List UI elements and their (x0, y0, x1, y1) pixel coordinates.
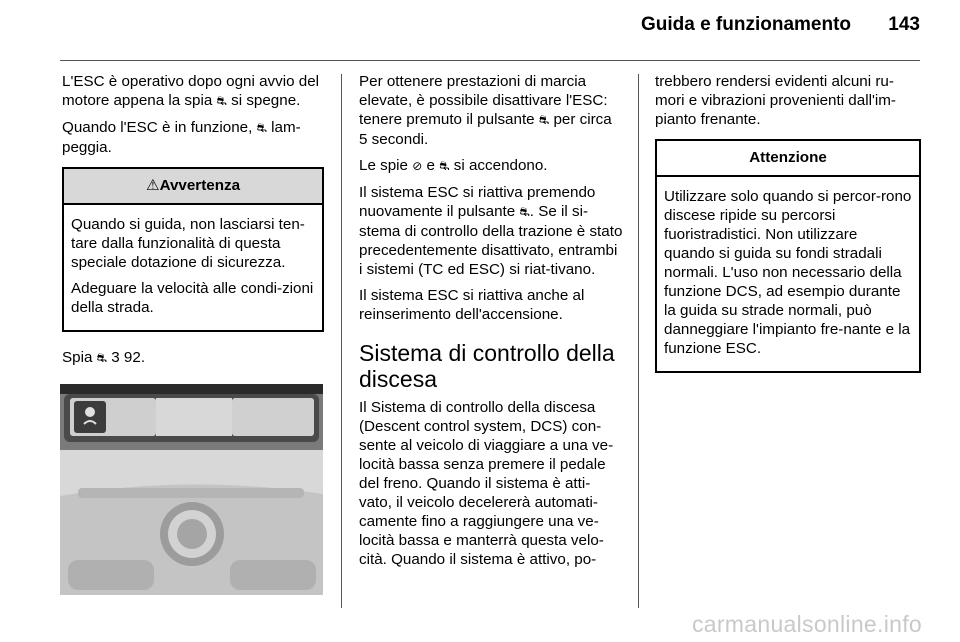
column-1 (62, 72, 324, 401)
dcs-button-icon: ⛐ (538, 113, 550, 127)
paragraph: trebbero rendersi evidenti alcuni ru-mori e vibrazioni provenienti dall'im-pianto frenante. (655, 73, 896, 128)
caution-title: Attenzione (657, 141, 919, 177)
page-number: 143 (888, 14, 920, 35)
header-divider (60, 60, 920, 61)
dcs-button-icon: ⛐ (519, 205, 530, 219)
warning-box (62, 167, 324, 332)
column-3 (655, 72, 921, 389)
section-title: Guida e funzionamento (640, 14, 852, 35)
esc-icon: ⛐ (216, 94, 227, 108)
paragraph: Per ottenere prestazioni di marcia elevate, è possibile disattivare l'ESC: tenere premuto il pulsante ⛐ per circa 5 secondi. (359, 73, 612, 148)
caution-box (655, 139, 921, 373)
cross-reference: Spia ⛐ 3 92. (62, 349, 146, 366)
section-heading: Sistema di controllo della discesa (359, 340, 615, 392)
column-divider-2 (638, 74, 639, 608)
paragraph: Il sistema ESC si riattiva premendo nuovamente il pulsante ⛐. Se il si-stema di controllo della trazione è stato precedentemente disattivato, entrambi i sistemi (TC ed ESC) si riat-tivano. (359, 184, 623, 278)
paragraph: Il sistema ESC si riattiva anche al reinserimento dell'accensione. (359, 287, 585, 323)
dashboard-button-photo (60, 384, 323, 595)
paragraph: Quando l'ESC è in funzione, ⛐ lam-peggia. (62, 119, 301, 156)
warning-text: Adeguare la velocità alle condi-zioni della strada. (71, 280, 314, 316)
page-header (641, 14, 920, 36)
column-divider-1 (341, 74, 342, 608)
esc-icon: ⛐ (96, 351, 107, 365)
caution-text: Utilizzare solo quando si percor-rono discese ripide su percorsi fuoristradistici. Non utilizzare quando si guida su fondi stradali normali. L'uso non necessario della funzione DCS, ad esempio durante la guida su strade normali, può danneggiare l'impianto fre-nante e la funzione ESC. (664, 188, 912, 357)
esc-icon: ⛐ (256, 121, 267, 135)
paragraph: Le spie ⊘ e ⛐ si accendono. (359, 157, 548, 174)
paragraph: L'ESC è operativo dopo ogni avvio del motore appena la spia ⛐ si spegne. (62, 73, 320, 109)
warning-triangle-icon: ⚠ (145, 177, 160, 194)
esc-off-icon: ⊘ (412, 159, 423, 173)
column-2 (359, 72, 623, 576)
warning-text: Quando si guida, non lasciarsi ten-tare dalla funzionalità di questa speciale dotazione di sicurezza. (71, 216, 305, 271)
esc-icon: ⛐ (439, 159, 450, 173)
arrow-ref-icon: 3 (111, 349, 120, 366)
watermark: carmanualsonline.info (691, 611, 922, 637)
paragraph: Il Sistema di controllo della discesa (Descent control system, DCS) con-sente al veicolo di viaggiare a una ve-locità bassa senza premere il pedale del freno. Quando il sistema è atti-vato, il veicolo decelererà automati-camente fino a raggiungere una ve-locità bassa e manterrà questa velo-cità. Quando il sistema è attivo, po- (359, 399, 614, 568)
warning-title: ⚠Avvertenza (64, 169, 322, 205)
